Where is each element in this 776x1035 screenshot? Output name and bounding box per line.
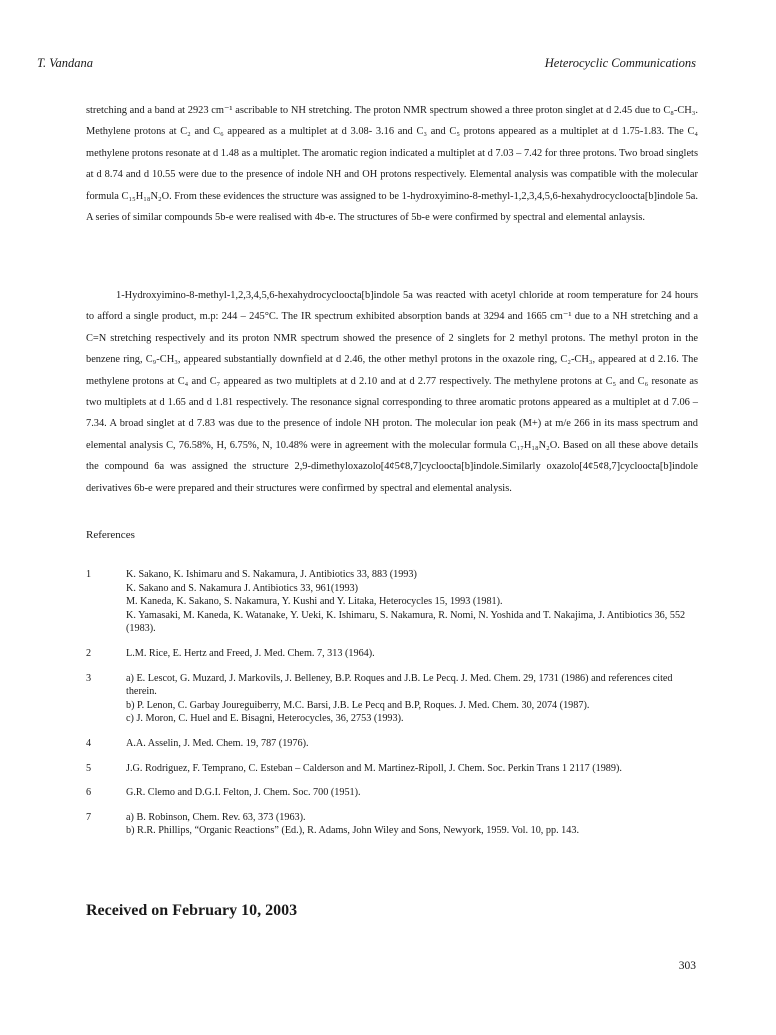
reference-entries xyxy=(126,647,698,661)
reference-item xyxy=(86,672,698,726)
received-date: Received on February 10, 2003 xyxy=(86,902,298,919)
reference-entry: K. Yamasaki, M. Kaneda, K. Watanake, Y. Ueki, K. Ishimaru, S. Nakamura, R. Nomi, N. Yoshida and T. Nakajima, J. Antibiotics 36, 552 (1983). xyxy=(126,609,686,635)
reference-entries xyxy=(126,762,698,776)
reference-entry: a) E. Lescot, G. Muzard, J. Markovils, J. Belleney, B.P. Roques and J.B. Le Pecq. J. Med. Chem. 29, 1731 (1986) and references cited therein. xyxy=(126,672,673,698)
running-header-journal: Heterocyclic Communications xyxy=(544,56,696,70)
reference-item xyxy=(86,568,698,636)
reference-entries xyxy=(126,568,698,636)
reference-entries xyxy=(126,786,698,800)
reference-entries xyxy=(126,737,698,751)
references-list xyxy=(86,568,698,849)
reference-entry: A.A. Asselin, J. Med. Chem. 19, 787 (1976). xyxy=(126,737,309,749)
reference-entries xyxy=(126,811,698,838)
reference-entry: K. Sakano, K. Ishimaru and S. Nakamura, J. Antibiotics 33, 883 (1993) xyxy=(126,569,417,580)
reference-entry: M. Kaneda, K. Sakano, S. Nakamura, Y. Kushi and Y. Litaka, Heterocycles 15, 1993 (1981). xyxy=(126,596,503,608)
reference-entry: a) B. Robinson, Chem. Rev. 63, 373 (1963). xyxy=(126,811,306,823)
reference-number: 6 xyxy=(86,787,92,799)
reference-entries xyxy=(126,672,698,726)
body-paragraph-1 xyxy=(86,100,698,228)
reference-item xyxy=(86,647,698,661)
reference-item xyxy=(86,786,698,800)
body-paragraph-2 xyxy=(86,285,698,499)
reference-entry: b) P. Lenon, C. Garbay Joureguiberry, M.C. Barsi, J.B. Le Pecq and B.P, Roques. J. Med. Chem. 30, 2074 (1987). xyxy=(126,699,590,711)
references-heading: References xyxy=(86,529,135,541)
reference-number: 2 xyxy=(86,647,92,659)
reference-entry: c) J. Moron, C. Huel and E. Bisagni, Heterocycles, 36, 2753 (1993). xyxy=(126,713,404,725)
reference-entry: L.M. Rice, E. Hertz and Freed, J. Med. Chem. 7, 313 (1964). xyxy=(126,647,375,659)
paragraph-text: stretching and a band at 2923 cm⁻¹ ascribable to NH stretching. The proton NMR spectrum showed a three proton singlet at d 2.45 due to C₈-CH₃. Methylene protons at C₂ and C₆ appeared as a multiplet at d 3.08- 3.16 and C₃ and C₅ protons appeared as a multiplet at d 1.75-1.83. The C₄ methylene protons resonate at d 1.48 as a multiplet. The aromatic region indicated a multiplet at d 7.03 – 7.42 for three protons. Two broad singlets at d 8.74 and d 10.55 were due to the presence of indole NH and OH protons respectively. Elemental analysis was compatible with the molecular formula C₁₅H₁₈N₂O. From these evidences the structure was assigned to be 1-hydroxyimino-8-methyl-1,2,3,4,5,6-hexahydrocycloocta[b]indole 5a. A series of similar compounds 5b-e were realised with 4b-e. The structures of 5b-e were confirmed by spectral and elemental anlaysis. xyxy=(86,105,698,224)
reference-item xyxy=(86,737,698,751)
paragraph-text: 1-Hydroxyimino-8-methyl-1,2,3,4,5,6-hexahydrocycloocta[b]indole 5a was reacted with acetyl chloride at room temperature for 24 hours to afford a single product, m.p: 244 – 245°C. The IR spectrum exhibited absorption bands at 3294 and 1665 cm⁻¹ due to a NH stretching and a C=N stretching respectively and its proton NMR spectrum showed the presence of 2 singlets for 2 methyl protons. The methyl proton in the benzene ring, C₉-CH₃, appeared substantially downfield at d 2.46, the other methyl protons in the oxazole ring, C₂-CH₃, appeared at d 2.16. The methylene protons at C₄ and C₇ appeared as two multiplets at d 2.10 and at d 2.77 respectively. The methylene protons at C₅ and C₆ resonate as two multiplets at d 1.65 and d 1.81 respectively. The resonance signal corresponding to three aromatic protons appeared as a multiplet at d 7.06 – 7.34. A broad singlet at d 7.83 was due to the presence of indole NH proton. The molecular ion peak (M+) at m/e 266 in its mass spectrum and elemental analysis C, 76.58%, H, 6.75%, N, 10.48% were in agreement with the molecular formula C₁₇H₁₈N₂O. Based on all these above details the compound 6a was assigned the structure 2,9-dimethyloxazolo[4¢5¢8,7]cycloocta[b]indole.Similarly oxazolo[4¢5¢8,7]cycloocta[b]indole derivatives 6b-e were prepared and their structures were confirmed by spectral and elemental analysis. xyxy=(86,290,698,494)
page-number: 303 xyxy=(678,960,696,972)
reference-number: 5 xyxy=(86,762,92,774)
reference-entry: J.G. Rodriguez, F. Temprano, C. Esteban – Calderson and M. Martinez-Ripoll, J. Chem. Soc. Perkin Trans 1 2117 (1989). xyxy=(126,762,622,774)
reference-entry: K. Sakano and S. Nakamura J. Antibiotics 33, 961(1993) xyxy=(126,582,359,594)
reference-item xyxy=(86,762,698,776)
reference-item xyxy=(86,811,698,838)
running-header-author: T. Vandana xyxy=(37,56,94,70)
reference-number: 3 xyxy=(86,672,92,684)
reference-number: 7 xyxy=(86,811,92,823)
reference-number: 1 xyxy=(86,569,92,580)
reference-entry: G.R. Clemo and D.G.I. Felton, J. Chem. Soc. 700 (1951). xyxy=(126,787,361,799)
reference-entry: b) R.R. Phillips, “Organic Reactions” (Ed.), R. Adams, John Wiley and Sons, Newyork, 1959. Vol. 10, pp. 143. xyxy=(126,825,580,837)
reference-number: 4 xyxy=(86,737,92,749)
